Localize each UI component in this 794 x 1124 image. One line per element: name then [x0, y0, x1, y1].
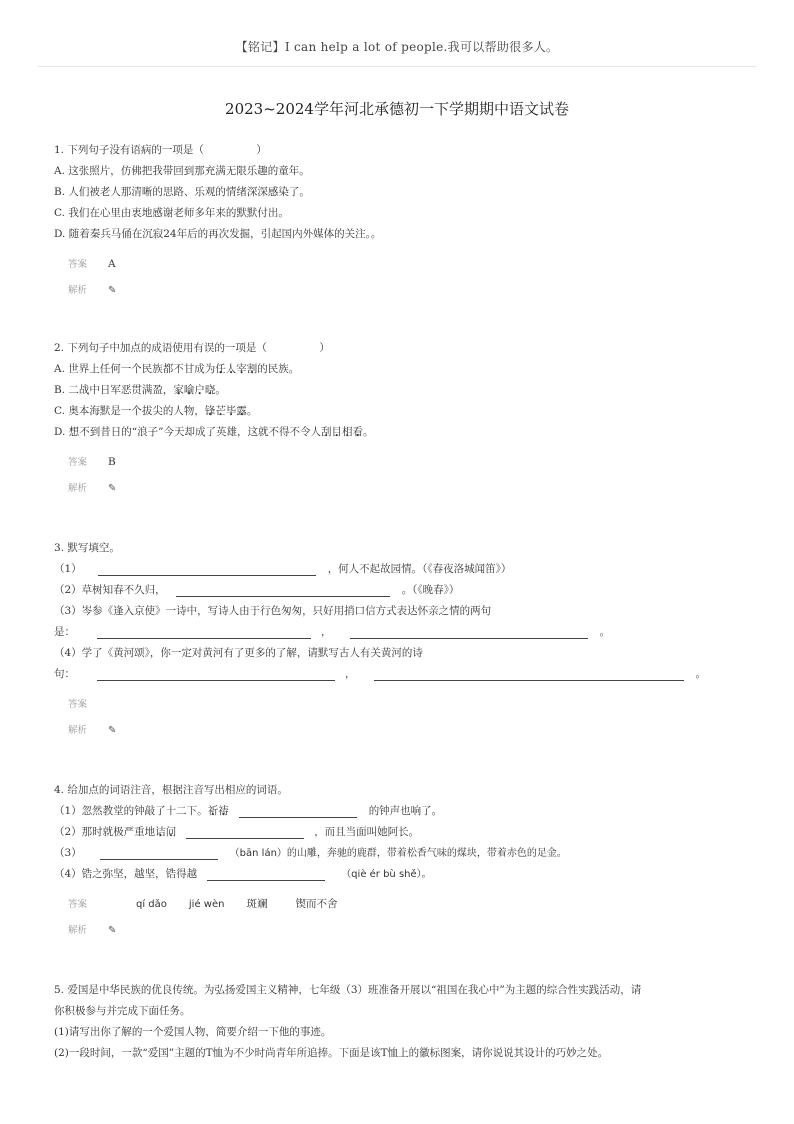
answer-block	[54, 891, 754, 943]
option-text: C. 奥本海默是一个拔尖的人物，	[54, 405, 205, 417]
fill-blank[interactable]	[207, 868, 325, 881]
option-b	[54, 380, 754, 401]
answer-value: 斑斓	[246, 898, 268, 910]
question-5	[54, 980, 754, 1064]
answer-label: 答案	[68, 259, 88, 270]
pencil-icon[interactable]: ✎	[108, 483, 117, 494]
option-a	[54, 359, 754, 380]
answer-label: 答案	[68, 457, 88, 468]
option-text: 的民族。	[257, 363, 300, 375]
emphasis-char: 喻 •	[184, 380, 195, 401]
emphasis-char: 晓 •	[205, 380, 216, 401]
question-stem: 1. 下列句子没有语病的一项是（ ）	[54, 144, 267, 156]
option-text: 。	[215, 384, 226, 396]
dotted-idiom	[321, 426, 363, 438]
question-2	[54, 338, 754, 501]
pencil-icon[interactable]: ✎	[108, 285, 117, 296]
answer-block	[54, 691, 754, 743]
emphasis-char: 看 •	[352, 422, 363, 443]
emphasis-char: 问 •	[166, 822, 177, 843]
dotted-idiom	[205, 405, 247, 417]
item-text: ，何人不起故园情。（《春夜洛城闻笛》）	[327, 563, 512, 575]
pinyin-item-2	[54, 822, 754, 843]
page-title: 2023~2024学年河北承德初一下学期期中语文试卷	[225, 100, 569, 118]
analysis-label: 解析	[68, 285, 88, 296]
fill-blank[interactable]	[350, 626, 588, 639]
answer-label: 答案	[68, 899, 88, 910]
punct: ，	[321, 626, 332, 638]
analysis-label: 解析	[68, 483, 88, 494]
emphasis-char: 祷 •	[218, 801, 229, 822]
item-label: （1）	[54, 563, 82, 575]
pinyin-item-1	[54, 801, 754, 822]
fill-item-2	[54, 580, 754, 601]
item-label: 是：	[54, 626, 75, 638]
option-text: 。	[246, 405, 258, 417]
item-text: （qiè ér bù shě）。	[341, 869, 432, 880]
item-text: 。（《晚春》）	[401, 584, 460, 596]
fill-blank[interactable]	[100, 847, 218, 860]
punct: 。	[599, 626, 610, 638]
answer-value: A	[108, 258, 116, 270]
option-c: C. 我们在心里由衷地感谢老师多年来的默默付出。	[54, 207, 289, 219]
option-b: B. 人们被老人那清晰的思路、乐观的情绪深深感染了。	[54, 186, 310, 198]
header-divider	[38, 66, 756, 67]
fill-blank[interactable]	[98, 563, 316, 576]
pencil-icon[interactable]: ✎	[108, 925, 117, 936]
pinyin-item-3	[54, 843, 754, 864]
question-stem: 3. 默写填空。	[54, 542, 120, 554]
emphasis-char: 宰 •	[236, 359, 247, 380]
answer-value: 锲而不舍	[295, 898, 338, 910]
punct: 。	[695, 668, 706, 680]
item-text: （bān lán）的山雕，奔驰的鹿群，带着松香气味的煤块，带着赤色的足金。	[229, 848, 567, 859]
item-text: （4）锆之弥坚，越坚，锆得越	[54, 868, 198, 880]
emphasis-char: 户 •	[194, 380, 205, 401]
fill-blank[interactable]	[97, 668, 335, 681]
sub-question-1: (1)请写出你了解的一个爱国人物，简要介绍一下他的事迹。	[54, 1026, 332, 1038]
emphasis-char: 刮 •	[321, 422, 332, 443]
answer-block	[54, 251, 754, 303]
question-stem: 4. 给加点的词语注音，根据注音写出相应的词语。	[54, 784, 288, 796]
emphasis-char: 割 •	[247, 359, 258, 380]
answer-label: 答案	[68, 699, 88, 710]
option-d	[54, 422, 754, 443]
fill-item-1	[54, 559, 754, 580]
question-3	[54, 538, 754, 743]
answer-value: qí dǎo	[136, 899, 167, 910]
option-text: B. 二战中日军恶贯满盈，	[54, 384, 174, 396]
emphasis-char: 毕 •	[226, 401, 237, 422]
analysis-label: 解析	[68, 925, 88, 936]
option-text: D. 想不到昔日的“浪子”今天却成了英雄，这就不得不令人	[54, 426, 321, 438]
emphasis-char: 祈 •	[208, 801, 219, 822]
question-1	[54, 140, 754, 303]
emphasis-char: 家 •	[173, 380, 184, 401]
fill-item-4: （4）学了《黄河颂》，你一定对黄河有了更多的了解，请默写古人有关黄河的诗	[54, 647, 423, 659]
punct: ，	[345, 668, 356, 680]
emphasis-char: 露 •	[236, 401, 247, 422]
fill-blank[interactable]	[186, 826, 304, 839]
option-text: A. 世界上任何一个民族都不甘成为	[54, 363, 216, 375]
option-text: 。	[362, 426, 374, 438]
option-c	[54, 401, 754, 422]
question-stem: 5. 爱国是中华民族的优良传统。为弘扬爱国主义精神，七年级（3）班准备开展以“祖国在我心中”为主题的综合性实践活动，请	[54, 984, 642, 996]
item-text: （2）那时就极严重地	[54, 826, 156, 838]
emphasis-char: 任 •	[215, 359, 226, 380]
emphasis-char: 诘 •	[155, 822, 166, 843]
item-text: 的钟声也响了。	[368, 805, 443, 817]
emphasis-char: 锋 •	[205, 401, 216, 422]
question-stem-cont: 你积极参与并完成下面任务。	[54, 1005, 191, 1017]
item-label: （2）草树知春不久归，	[54, 584, 166, 596]
answer-value: B	[108, 456, 116, 468]
question-4	[54, 780, 754, 943]
item-label: （3）	[54, 847, 82, 859]
sub-question-2: (2)一段时间，一款“爱国”主题的T恤为不少时尚青年所追捧。下面是该T恤上的徽标图案，请你说说其设计的巧妙之处。	[54, 1047, 609, 1059]
answer-block	[54, 449, 754, 501]
question-stem: 2. 下列句子中加点的成语使用有误的一项是（ ）	[54, 342, 330, 354]
item-label: 句：	[54, 668, 75, 680]
answer-value: jié wèn	[188, 899, 225, 910]
fill-item-3: （3）岑参《逢入京使》一诗中，写诗人由于行色匆匆，只好用捎口信方式表达怀亲之情的两句	[54, 605, 492, 617]
emphasis-char: 目 •	[331, 422, 342, 443]
motto: 【铭记】I can help a lot of people.我可以帮助很多人。	[235, 40, 559, 54]
fill-blank[interactable]	[374, 668, 684, 681]
emphasis-char: 人 •	[226, 359, 237, 380]
emphasis-char: 芒 •	[215, 401, 226, 422]
item-text: ，而且当面叫她阿长。	[314, 826, 420, 838]
option-a: A. 这张照片，仿佛把我带回到那充满无限乐趣的童年。	[54, 165, 310, 177]
fill-item-4-blanks	[54, 664, 754, 685]
pencil-icon[interactable]: ✎	[108, 725, 117, 736]
option-d: D. 随着秦兵马俑在沉寂24年后的再次发掘，引起国内外媒体的关注。。	[54, 228, 382, 240]
dotted-idiom	[173, 384, 215, 396]
fill-blank[interactable]	[239, 805, 357, 818]
fill-blank[interactable]	[97, 626, 311, 639]
analysis-label: 解析	[68, 725, 88, 736]
dotted-word	[155, 826, 176, 838]
dotted-idiom	[215, 363, 257, 375]
emphasis-char: 相 •	[342, 422, 353, 443]
fill-item-3-blanks	[54, 622, 754, 643]
item-text: （1）忽然教堂的钟敲了十二下。	[54, 805, 208, 817]
pinyin-item-4	[54, 864, 754, 885]
dotted-word	[208, 805, 229, 817]
fill-blank[interactable]	[176, 584, 390, 597]
